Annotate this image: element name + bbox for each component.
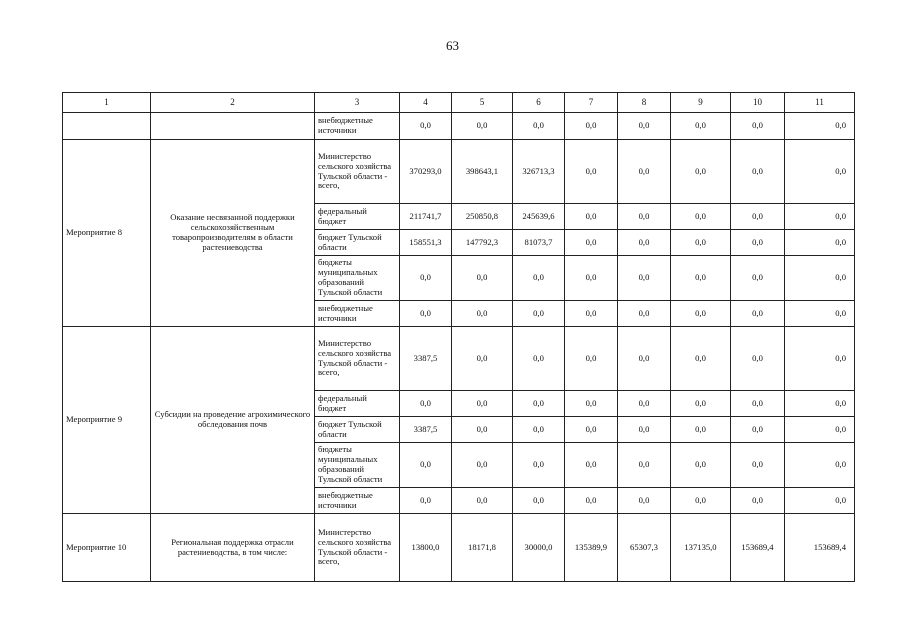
measure-cell: Мероприятие 8 (63, 140, 151, 327)
value-cell: 0,0 (513, 391, 565, 417)
value-cell: 0,0 (731, 443, 785, 488)
value-cell: 0,0 (671, 327, 731, 391)
value-cell: 0,0 (565, 488, 618, 514)
value-cell: 0,0 (618, 417, 671, 443)
measure-cell: Мероприятие 10 (63, 514, 151, 582)
value-cell: 3387,5 (400, 327, 452, 391)
value-cell: 398643,1 (452, 140, 513, 204)
funding-source-cell: внебюджетные источники (315, 488, 400, 514)
value-cell: 0,0 (671, 488, 731, 514)
funding-source-cell: внебюджетные источники (315, 113, 400, 140)
budget-table (62, 92, 855, 582)
value-cell: 0,0 (400, 301, 452, 327)
value-cell: 0,0 (731, 140, 785, 204)
table-row (63, 113, 855, 140)
measure-cell (63, 113, 151, 140)
value-cell: 0,0 (785, 391, 855, 417)
value-cell: 0,0 (731, 230, 785, 256)
value-cell: 147792,3 (452, 230, 513, 256)
column-header: 7 (565, 93, 618, 113)
column-header: 5 (452, 93, 513, 113)
funding-source-cell: бюджет Тульской области (315, 230, 400, 256)
value-cell: 0,0 (671, 391, 731, 417)
value-cell: 0,0 (671, 230, 731, 256)
value-cell: 0,0 (618, 256, 671, 301)
value-cell: 0,0 (565, 204, 618, 230)
value-cell: 0,0 (513, 327, 565, 391)
value-cell: 0,0 (785, 113, 855, 140)
value-cell: 3387,5 (400, 417, 452, 443)
value-cell: 0,0 (785, 488, 855, 514)
value-cell: 0,0 (513, 256, 565, 301)
value-cell: 65307,3 (618, 514, 671, 582)
value-cell: 0,0 (671, 443, 731, 488)
value-cell: 0,0 (513, 301, 565, 327)
value-cell: 0,0 (785, 204, 855, 230)
column-header: 9 (671, 93, 731, 113)
value-cell: 370293,0 (400, 140, 452, 204)
funding-source-cell: Министерство сельского хозяйства Тульской области - всего, (315, 514, 400, 582)
value-cell: 0,0 (618, 301, 671, 327)
funding-source-cell: Министерство сельского хозяйства Тульской области - всего, (315, 327, 400, 391)
description-cell: Оказание несвязанной поддержки сельскохозяйственным товаропроизводителям в области растениеводства (151, 140, 315, 327)
value-cell: 18171,8 (452, 514, 513, 582)
value-cell: 0,0 (785, 301, 855, 327)
value-cell: 0,0 (671, 204, 731, 230)
value-cell: 0,0 (618, 230, 671, 256)
value-cell: 0,0 (618, 327, 671, 391)
value-cell: 0,0 (785, 230, 855, 256)
value-cell: 0,0 (565, 256, 618, 301)
funding-source-cell: Министерство сельского хозяйства Тульской области - всего, (315, 140, 400, 204)
value-cell: 0,0 (731, 204, 785, 230)
value-cell: 153689,4 (785, 514, 855, 582)
value-cell: 245639,6 (513, 204, 565, 230)
column-header: 2 (151, 93, 315, 113)
value-cell: 0,0 (400, 443, 452, 488)
value-cell: 0,0 (513, 443, 565, 488)
value-cell: 0,0 (731, 256, 785, 301)
value-cell: 137135,0 (671, 514, 731, 582)
value-cell: 0,0 (731, 301, 785, 327)
funding-source-cell: внебюджетные источники (315, 301, 400, 327)
column-header: 11 (785, 93, 855, 113)
column-header: 4 (400, 93, 452, 113)
value-cell: 0,0 (618, 140, 671, 204)
value-cell: 0,0 (565, 443, 618, 488)
value-cell: 0,0 (671, 256, 731, 301)
value-cell: 153689,4 (731, 514, 785, 582)
funding-source-cell: бюджет Тульской области (315, 417, 400, 443)
value-cell: 0,0 (785, 140, 855, 204)
value-cell: 211741,7 (400, 204, 452, 230)
value-cell: 0,0 (671, 301, 731, 327)
value-cell: 0,0 (452, 256, 513, 301)
value-cell: 0,0 (785, 417, 855, 443)
value-cell: 0,0 (671, 140, 731, 204)
column-header: 6 (513, 93, 565, 113)
value-cell: 0,0 (513, 488, 565, 514)
value-cell: 0,0 (400, 391, 452, 417)
header-row (63, 93, 855, 113)
column-header: 3 (315, 93, 400, 113)
value-cell: 0,0 (565, 391, 618, 417)
value-cell: 0,0 (565, 301, 618, 327)
value-cell: 0,0 (452, 327, 513, 391)
value-cell: 0,0 (565, 417, 618, 443)
value-cell: 0,0 (565, 113, 618, 140)
value-cell: 0,0 (513, 417, 565, 443)
value-cell: 0,0 (452, 113, 513, 140)
description-cell (151, 113, 315, 140)
value-cell: 0,0 (513, 113, 565, 140)
value-cell: 0,0 (671, 417, 731, 443)
value-cell: 0,0 (452, 443, 513, 488)
column-header: 10 (731, 93, 785, 113)
value-cell: 0,0 (565, 327, 618, 391)
funding-source-cell: бюджеты муниципальных образований Тульской области (315, 443, 400, 488)
column-header: 1 (63, 93, 151, 113)
value-cell: 0,0 (618, 443, 671, 488)
value-cell: 0,0 (452, 301, 513, 327)
table-row (63, 140, 855, 204)
value-cell: 0,0 (731, 327, 785, 391)
value-cell: 0,0 (565, 140, 618, 204)
value-cell: 0,0 (731, 113, 785, 140)
description-cell: Региональная поддержка отрасли растениеводства, в том числе: (151, 514, 315, 582)
value-cell: 0,0 (671, 113, 731, 140)
value-cell: 250850,8 (452, 204, 513, 230)
value-cell: 81073,7 (513, 230, 565, 256)
page-number: 63 (446, 38, 459, 53)
value-cell: 0,0 (400, 256, 452, 301)
value-cell: 30000,0 (513, 514, 565, 582)
value-cell: 0,0 (618, 391, 671, 417)
value-cell: 0,0 (618, 113, 671, 140)
value-cell: 326713,3 (513, 140, 565, 204)
value-cell: 13800,0 (400, 514, 452, 582)
value-cell: 0,0 (452, 417, 513, 443)
value-cell: 0,0 (731, 417, 785, 443)
table-row (63, 327, 855, 391)
value-cell: 158551,3 (400, 230, 452, 256)
column-header: 8 (618, 93, 671, 113)
value-cell: 0,0 (618, 204, 671, 230)
funding-source-cell: бюджеты муниципальных образований Тульской области (315, 256, 400, 301)
description-cell: Субсидии на проведение агрохимического обследования почв (151, 327, 315, 514)
value-cell: 0,0 (785, 327, 855, 391)
value-cell: 0,0 (400, 113, 452, 140)
value-cell: 0,0 (452, 391, 513, 417)
value-cell: 0,0 (618, 488, 671, 514)
table-row (63, 514, 855, 582)
funding-source-cell: федеральный бюджет (315, 204, 400, 230)
value-cell: 0,0 (565, 230, 618, 256)
funding-source-cell: федеральный бюджет (315, 391, 400, 417)
value-cell: 0,0 (785, 256, 855, 301)
measure-cell: Мероприятие 9 (63, 327, 151, 514)
value-cell: 135389,9 (565, 514, 618, 582)
value-cell: 0,0 (400, 488, 452, 514)
value-cell: 0,0 (731, 488, 785, 514)
value-cell: 0,0 (731, 391, 785, 417)
value-cell: 0,0 (785, 443, 855, 488)
value-cell: 0,0 (452, 488, 513, 514)
